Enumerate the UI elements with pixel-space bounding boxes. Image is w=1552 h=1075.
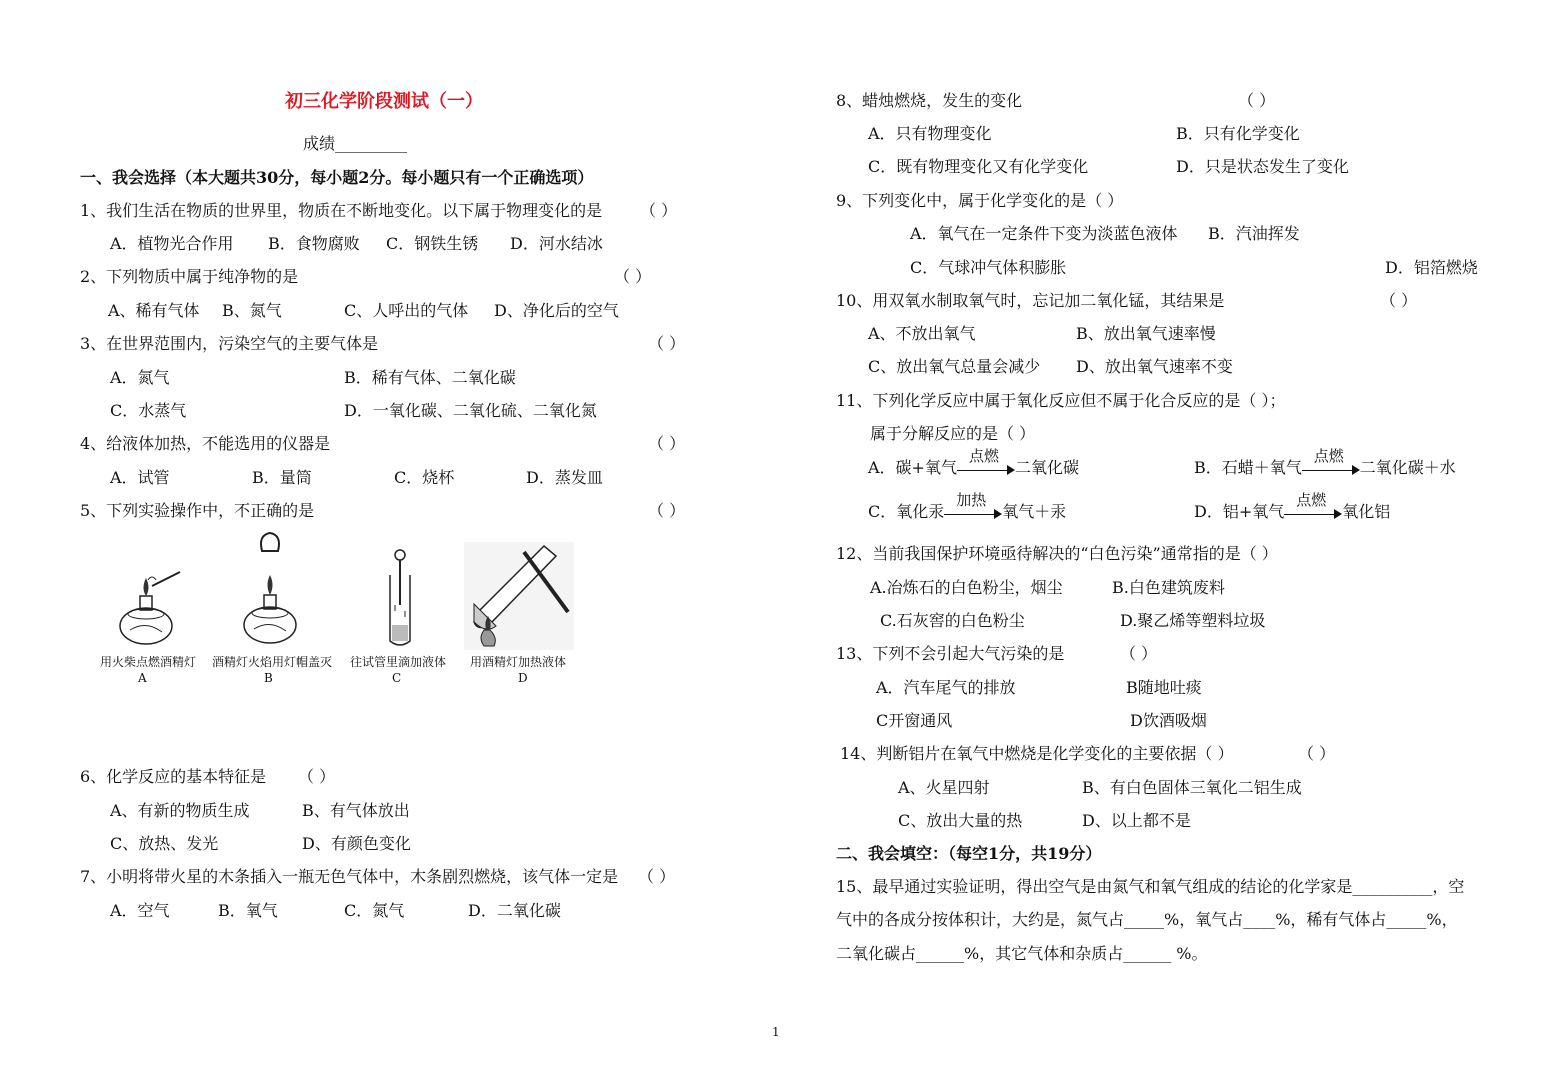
- q11-option-b: [1194, 447, 1456, 478]
- q11-option-a: [868, 447, 1079, 478]
- q12-option-a: A.冶炼石的白色粉尘，烟尘: [870, 578, 1063, 597]
- q2-paren: （ ）: [614, 267, 652, 286]
- q11-stem-2: 属于分解反应的是（ ）: [870, 424, 1036, 443]
- q9-option-a: A．氧气在一定条件下变为淡蓝色液体: [910, 224, 1178, 243]
- q6-stem: 6、化学反应的基本特征是: [80, 767, 267, 786]
- q11-d-products: 氧化铝: [1342, 502, 1391, 521]
- fig-d-caption: 用酒精灯加热液体: [470, 655, 567, 669]
- fig-c-caption: 往试管里滴加液体: [350, 655, 447, 669]
- fig-b-letter: B: [264, 671, 273, 685]
- q15-line-1: 15、最早通过实验证明，得出空气是由氮气和氧气组成的结论的化学家是__________，空: [836, 877, 1465, 896]
- q9-option-b: B．汽油挥发: [1208, 224, 1300, 243]
- q11-b-products: 二氧化碳＋水: [1359, 458, 1456, 477]
- q14-option-d: D、以上都不是: [1082, 811, 1191, 830]
- score-field: 成绩_________: [303, 134, 408, 153]
- reaction-arrow-icon: [1284, 491, 1342, 522]
- q3-option-c: C．水蒸气: [110, 401, 187, 420]
- q14-paren: （ ）: [1298, 744, 1336, 763]
- q5-stem: 5、下列实验操作中，不正确的是: [80, 501, 315, 520]
- section-2-heading: 二、我会填空：（每空1分，共19分）: [836, 844, 1102, 863]
- fig-a-caption: 用火柴点燃酒精灯: [100, 655, 197, 669]
- q2-option-c: C、人呼出的气体: [344, 301, 469, 320]
- q4-option-c: C．烧杯: [394, 468, 455, 487]
- q11-a-products: 二氧化碳: [1014, 458, 1079, 477]
- section-1-heading: 一、我会选择（本大题共30分，每小题2分。每小题只有一个正确选项）: [80, 168, 594, 187]
- q7-option-c: C．氮气: [344, 901, 405, 920]
- q10-option-a: A、不放出氧气: [868, 324, 976, 343]
- reaction-arrow-icon: [944, 491, 1002, 522]
- q14-option-b: B、有白色固体三氧化二铝生成: [1082, 778, 1302, 797]
- q9-option-c: C．气球冲气体积膨胀: [910, 258, 1067, 277]
- q6-option-c: C、放热、发光: [110, 834, 219, 853]
- q11-option-d: [1194, 491, 1391, 522]
- q11-a-reactants: A．碳+氧气: [868, 458, 957, 477]
- q4-option-a: A．试管: [110, 468, 170, 487]
- q6-option-d: D、有颜色变化: [302, 834, 411, 853]
- q3-option-a: A．氮气: [110, 368, 170, 387]
- q11-c-condition: 加热: [956, 491, 987, 509]
- q11-d-condition: 点燃: [1296, 491, 1327, 509]
- q13-paren: （ ）: [1120, 644, 1158, 663]
- q7-option-b: B．氧气: [218, 901, 278, 920]
- q9-paren: （ ）: [1086, 191, 1124, 210]
- reaction-arrow-icon: [957, 447, 1015, 478]
- q15-line-2: 气中的各成分按体积计，大约是，氮气占_____%，氧气占____%，稀有气体占_____%，: [836, 910, 1458, 929]
- q7-option-a: A．空气: [110, 901, 170, 920]
- fig-a-letter: A: [138, 671, 147, 685]
- q10-option-c: C、放出氧气总量会减少: [868, 357, 1041, 376]
- q7-option-d: D．二氧化碳: [468, 901, 561, 920]
- fig-b-caption: 酒精灯火焰用灯帽盖灭: [212, 655, 333, 669]
- q14-stem: 14、判断铝片在氧气中燃烧是化学变化的主要依据（ ）: [840, 744, 1234, 763]
- q3-stem: 3、在世界范围内，污染空气的主要气体是: [80, 334, 379, 353]
- page-title: 初三化学阶段测试（一）: [285, 91, 483, 112]
- q4-option-d: D．蒸发皿: [526, 468, 603, 487]
- q13-option-d: D饮酒吸烟: [1130, 711, 1207, 730]
- q1-stem: 1、我们生活在物质的世界里，物质在不断地变化。以下属于物理变化的是: [80, 201, 603, 220]
- q13-option-c: C开窗通风: [876, 711, 953, 730]
- q13-stem: 13、下列不会引起大气污染的是: [836, 644, 1065, 663]
- q11-b-condition: 点燃: [1313, 447, 1344, 465]
- q11-a-condition: 点燃: [968, 447, 999, 465]
- q3-paren: （ ）: [648, 334, 686, 353]
- q1-option-b: B．食物腐败: [268, 234, 360, 253]
- q1-option-d: D．河水结冰: [510, 234, 603, 253]
- q6-option-a: A、有新的物质生成: [110, 801, 250, 820]
- fig-d-letter: D: [518, 671, 528, 685]
- q10-stem: 10、用双氧水制取氧气时，忘记加二氧化锰，其结果是: [836, 291, 1225, 310]
- q4-option-b: B．量筒: [252, 468, 312, 487]
- q11-b-reactants: B．石蜡＋氧气: [1194, 458, 1302, 477]
- q6-option-b: B、有气体放出: [302, 801, 410, 820]
- q1-option-a: A．植物光合作用: [110, 234, 234, 253]
- q12-option-d: D.聚乙烯等塑料垃圾: [1120, 611, 1266, 630]
- q9-stem-text: 9、下列变化中，属于化学变化的是: [836, 191, 1087, 210]
- q3-option-b: B．稀有气体、二氧化碳: [344, 368, 516, 387]
- q2-option-a: A、稀有气体: [108, 301, 200, 320]
- q11-c-reactants: C．氧化汞: [868, 502, 945, 521]
- q9-option-d: D．铝箔燃烧: [1385, 258, 1478, 277]
- q4-stem: 4、给液体加热，不能选用的仪器是: [80, 434, 331, 453]
- q14-option-c: C、放出大量的热: [898, 811, 1023, 830]
- q12-option-c: C.石灰窖的白色粉尘: [880, 611, 1025, 630]
- q8-option-b: B．只有化学变化: [1176, 124, 1300, 143]
- q13-option-a: A．汽车尾气的排放: [876, 678, 1016, 697]
- q10-paren: （ ）: [1380, 291, 1418, 310]
- q8-paren: （ ）: [1238, 91, 1276, 110]
- q8-option-a: A．只有物理变化: [868, 124, 992, 143]
- test-tube-dropper-figure: [380, 545, 420, 650]
- q2-option-d: D、净化后的空气: [494, 301, 619, 320]
- q12-stem: 12、当前我国保护环境亟待解决的“白色污染”通常指的是（ ）: [836, 544, 1278, 563]
- q15-line-3: 二氧化碳占______%，其它气体和杂质占______ %。: [836, 944, 1208, 963]
- heating-test-tube-figure: [464, 542, 574, 650]
- q11-d-reactants: D．铝+氧气: [1194, 502, 1285, 521]
- q2-stem: 2、下列物质中属于纯净物的是: [80, 267, 299, 286]
- q7-paren: （ ）: [638, 867, 676, 886]
- lamp-with-cap-figure: [228, 525, 308, 650]
- reaction-arrow-icon: [1302, 447, 1360, 478]
- q3-option-d: D．一氧化碳、二氧化硫、二氧化氮: [344, 401, 597, 420]
- q1-paren: （ ）: [640, 201, 678, 220]
- q11-stem: 11、下列化学反应中属于氧化反应但不属于化合反应的是（ ）；: [836, 391, 1286, 410]
- q11-option-c: [868, 491, 1067, 522]
- page-number: 1: [772, 1025, 780, 1039]
- q10-option-d: D、放出氧气速率不变: [1076, 357, 1233, 376]
- q2-option-b: B、氮气: [222, 301, 282, 320]
- q10-option-b: B、放出氧气速率慢: [1076, 324, 1216, 343]
- q8-stem: 8、蜡烛燃烧，发生的变化: [836, 91, 1023, 110]
- q8-option-d: D．只是状态发生了变化: [1176, 157, 1349, 176]
- lamp-with-match-figure: [108, 560, 188, 650]
- q13-option-b: B随地吐痰: [1126, 678, 1202, 697]
- q9-stem: [836, 191, 1123, 211]
- q11-c-products: 氧气＋汞: [1002, 502, 1067, 521]
- q7-stem: 7、小明将带火星的木条插入一瓶无色气体中，木条剧烈燃烧，该气体一定是: [80, 867, 619, 886]
- q14-option-a: A、火星四射: [898, 778, 990, 797]
- q12-option-b: B.白色建筑废料: [1112, 578, 1225, 597]
- q8-option-c: C．既有物理变化又有化学变化: [868, 157, 1089, 176]
- q6-paren: （ ）: [298, 767, 336, 786]
- q1-option-c: C．钢铁生锈: [386, 234, 479, 253]
- fig-c-letter: C: [392, 671, 402, 685]
- q5-paren: （ ）: [648, 501, 686, 520]
- q4-paren: （ ）: [648, 434, 686, 453]
